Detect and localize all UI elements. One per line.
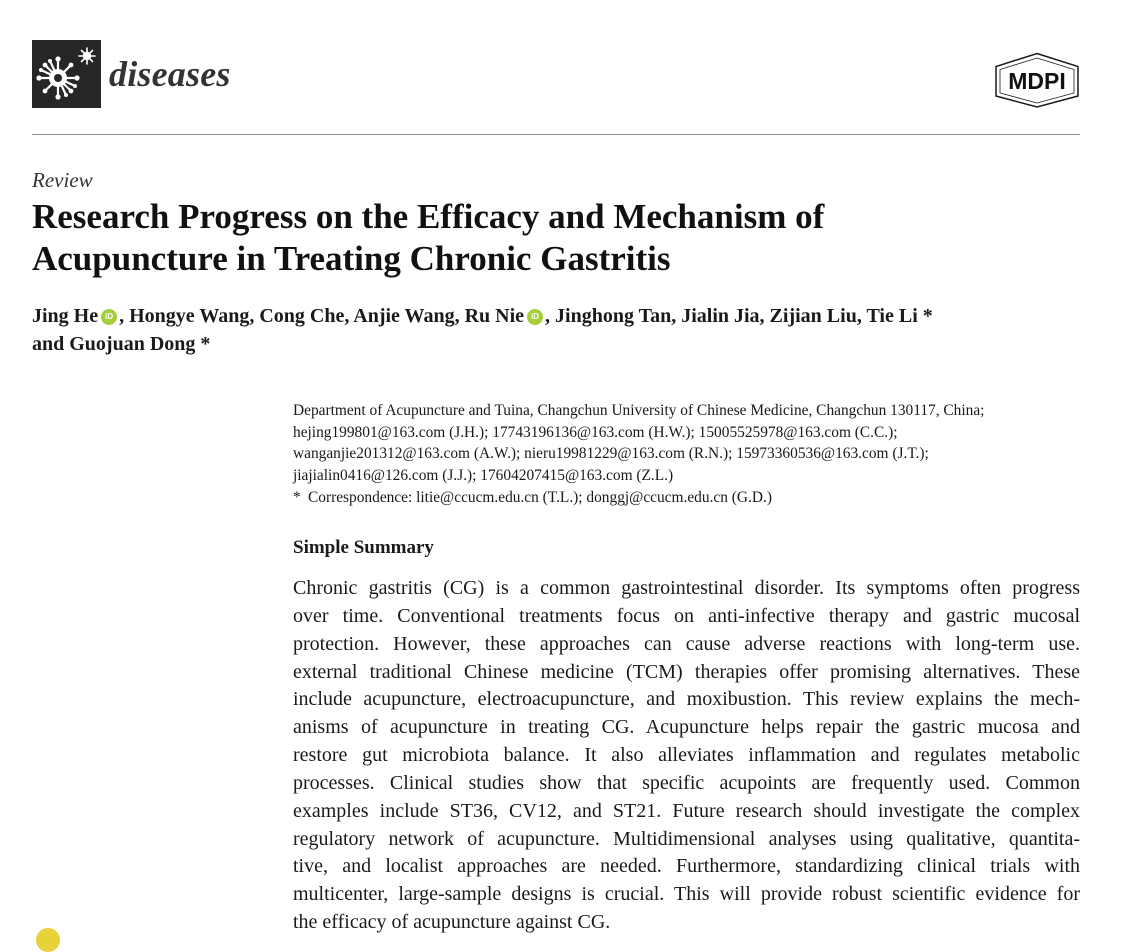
summary-line: include acupuncture, electroacupuncture, and moxibustion. This review explains the mech- — [293, 688, 1080, 711]
summary-line: multicenter, large-sample designs is crucial. This will provide robust scientific evidence for — [293, 883, 1080, 906]
journal-header — [32, 40, 1080, 108]
title-line: Research Progress on the Efficacy and Mechanism of — [32, 197, 825, 236]
virus-particle-icon — [32, 40, 101, 108]
summary-line: Chronic gastritis (CG) is a common gastrointestinal disorder. Its symptoms often progress — [293, 577, 1080, 599]
summary-line: protection. However, these approaches can cause adverse reactions with long-term use. — [293, 632, 1080, 655]
summary-line: examples include ST36, CV12, and ST21. Future research should investigate the complex — [293, 799, 1080, 822]
author-names[interactable]: , Hongye Wang, Cong Che, Anjie Wang, Ru Nie — [119, 305, 525, 327]
orcid-icon[interactable]: iD — [101, 309, 117, 325]
article-title — [32, 196, 1072, 280]
author-list — [32, 302, 1032, 358]
author-name[interactable]: Jing He — [32, 305, 99, 327]
publisher-logo[interactable] — [994, 52, 1080, 108]
summary-line: regulatory network of acupuncture. Multidimensional analyses using qualitative, quantita- — [293, 827, 1080, 850]
header-divider — [32, 134, 1080, 135]
correspondence-line — [293, 487, 1093, 509]
author-names[interactable]: and Guojuan Dong * — [32, 333, 211, 355]
simple-summary-body — [293, 575, 1080, 937]
article-type: Review — [32, 168, 93, 192]
summary-line: the efficacy of acupuncture against CG. — [293, 911, 611, 934]
summary-line: anisms of acupuncture in treating CG. Acupuncture helps repair the gastric mucosa and — [293, 716, 1080, 739]
author-names[interactable]: , Jinghong Tan, Jialin Jia, Zijian Liu, Tie Li * — [545, 305, 933, 327]
affiliation-line[interactable]: wanganjie201312@163.com (A.W.); nieru19981229@163.com (R.N.); 15973360536@163.com (J.T.); — [293, 445, 929, 463]
journal-name[interactable]: diseases — [109, 54, 231, 94]
publisher-logo-text: MDPI — [1008, 68, 1066, 94]
correspondence-text[interactable]: Correspondence: litie@ccucm.edu.cn (T.L.); donggj@ccucm.edu.cn (G.D.) — [308, 488, 772, 506]
summary-line: processes. Clinical studies show that specific acupoints are frequently used. Common — [293, 771, 1080, 794]
summary-line: restore gut microbiota balance. It also alleviates inflammation and regulates metabolic — [293, 744, 1080, 767]
affiliation-line: Department of Acupuncture and Tuina, Changchun University of Chinese Medicine, Changchun 130117, China; — [293, 402, 985, 419]
summary-line: over time. Conventional treatments focus on anti-infective therapy and gastric mucosal — [293, 604, 1080, 627]
title-line: Acupuncture in Treating Chronic Gastritis — [32, 239, 671, 278]
check-for-updates-badge[interactable] — [36, 928, 60, 952]
correspondence-marker: * — [293, 488, 301, 506]
affiliation-line[interactable]: jiajialin0416@126.com (J.J.); 17604207415@163.com (Z.L.) — [293, 466, 674, 484]
affiliation-block — [293, 400, 1093, 508]
summary-line: external traditional Chinese medicine (TCM) therapies offer promising alternatives. These — [293, 660, 1080, 683]
journal-logo[interactable] — [32, 40, 101, 108]
orcid-icon[interactable]: iD — [527, 309, 543, 325]
simple-summary-heading: Simple Summary — [293, 537, 434, 558]
affiliation-line[interactable]: hejing199801@163.com (J.H.); 17743196136@163.com (H.W.); 15005525978@163.com (C.C.); — [293, 423, 898, 441]
summary-line: tive, and localist approaches are needed. Furthermore, standardizing clinical trials with — [293, 855, 1080, 878]
